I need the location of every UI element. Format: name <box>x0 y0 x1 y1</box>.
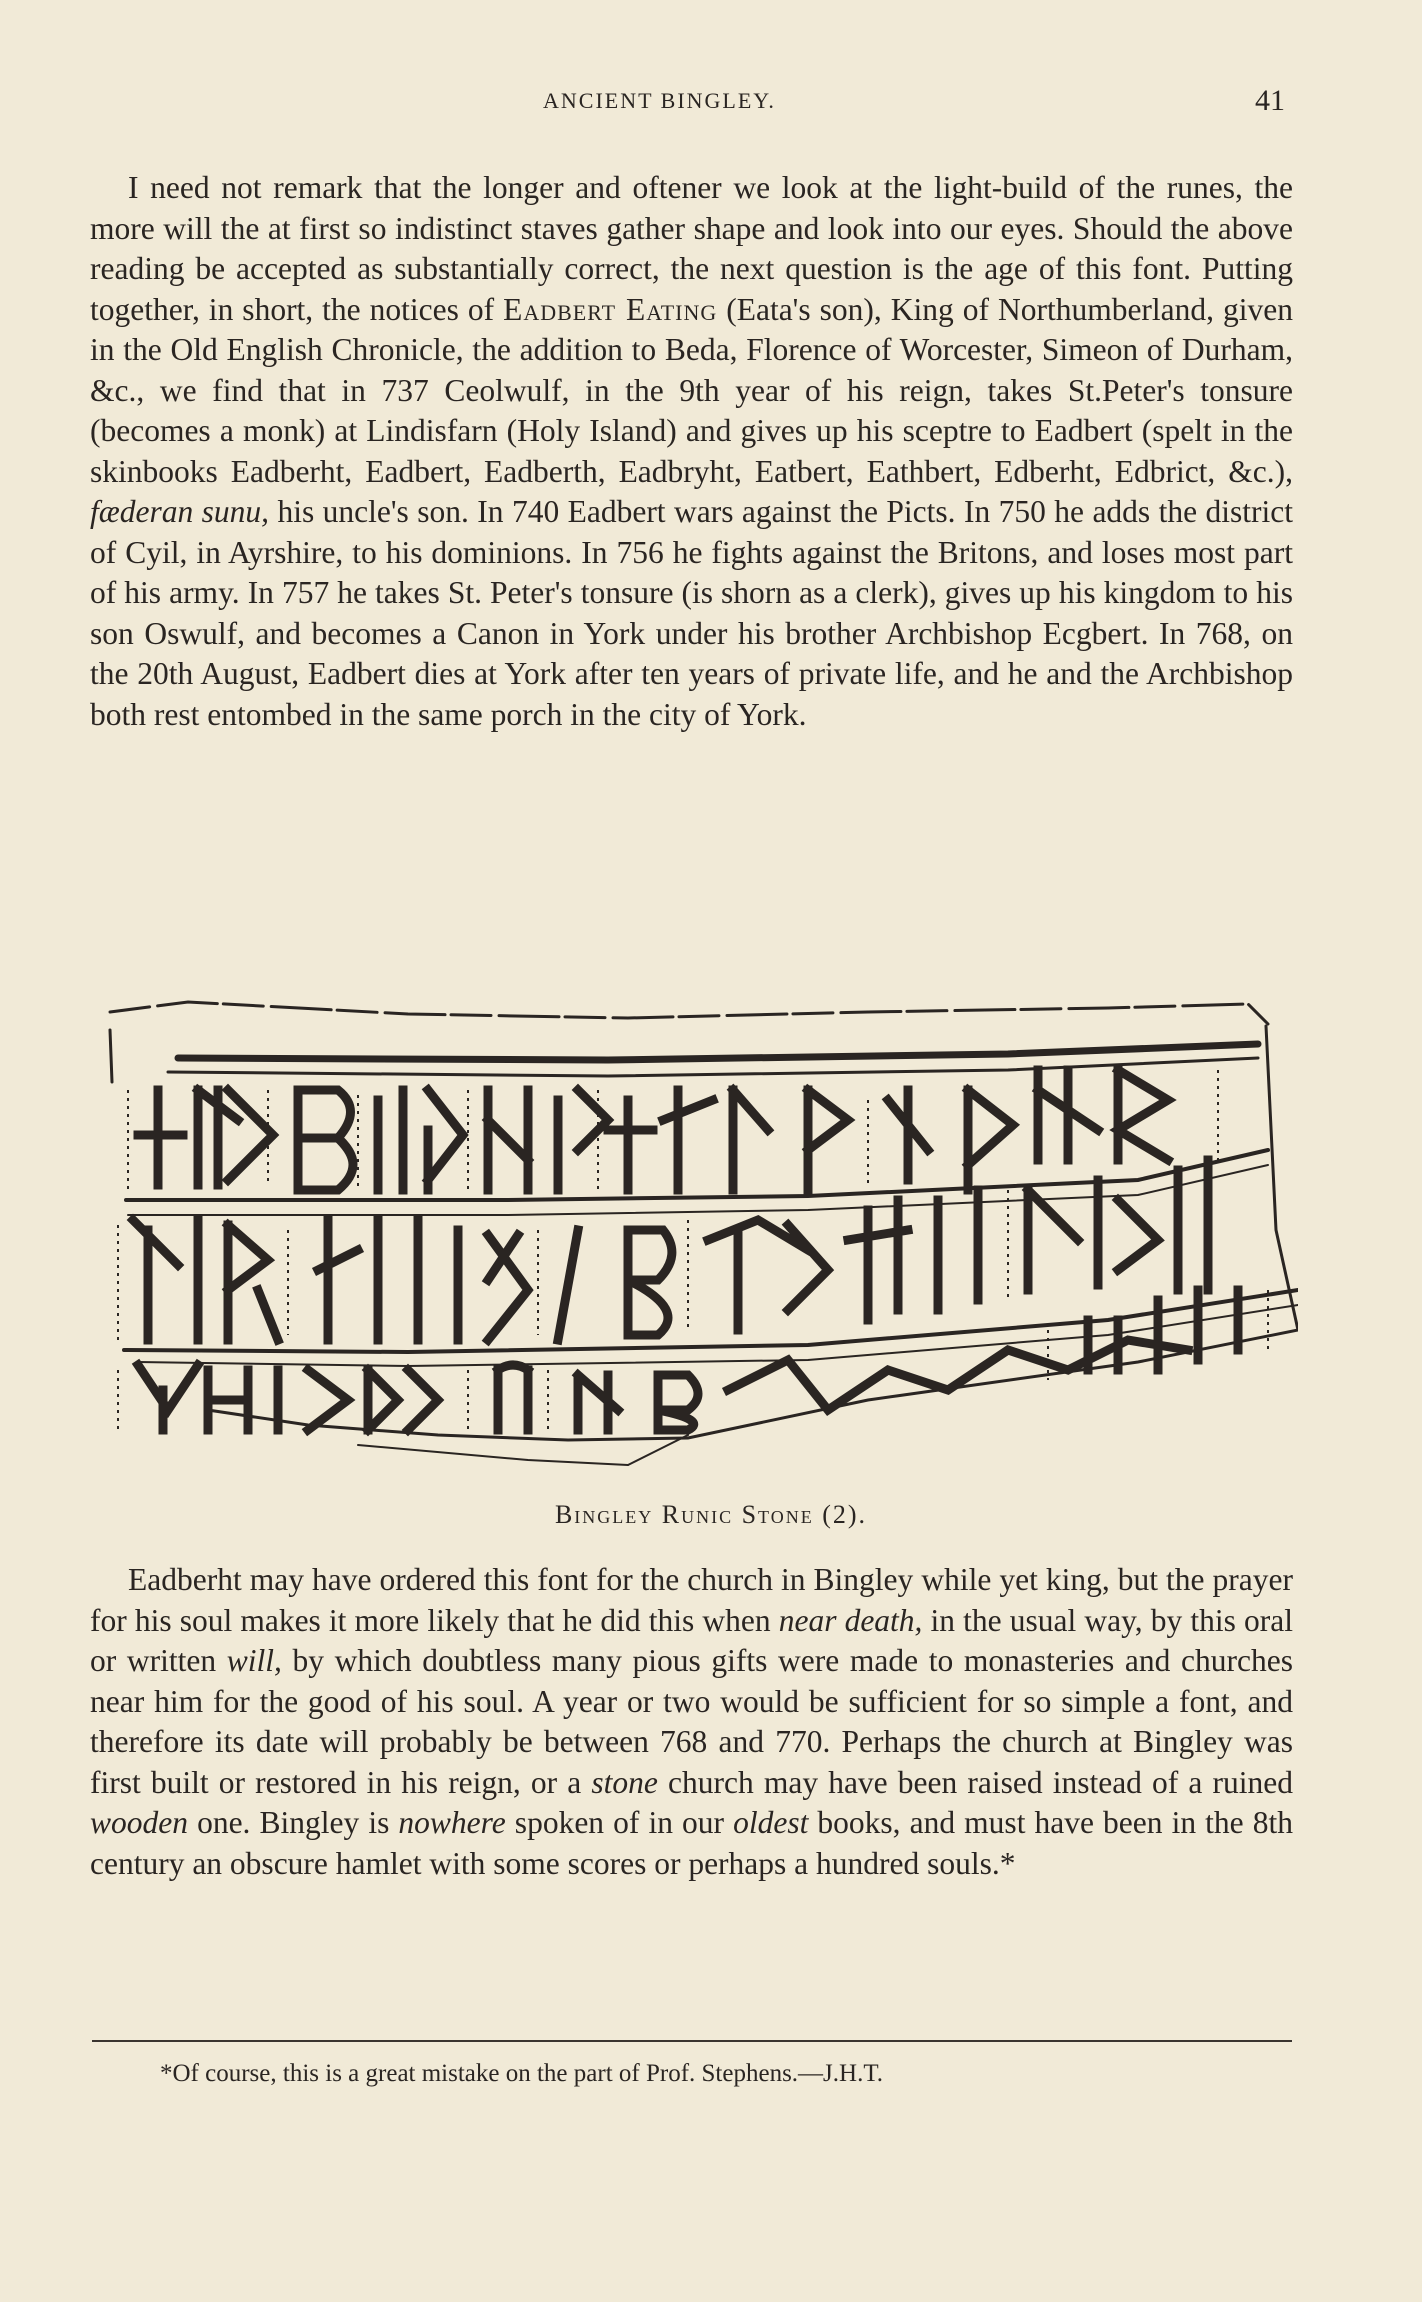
italic-phrase: will, <box>226 1643 282 1678</box>
italic-phrase: wooden <box>90 1805 188 1840</box>
small-caps-name: Eadbert Eating <box>503 291 718 327</box>
italic-phrase: nowhere <box>398 1805 506 1840</box>
italic-phrase: near death, <box>778 1602 923 1638</box>
text-span: books, and must have been in the 8th century an obscure hamlet with some scores or perhaps a hundred souls.* <box>90 1805 1293 1881</box>
text-span: his uncle's son. In 740 Eadbert wars against the Picts. In 750 he adds the district of Cyil, in Ayrshire, to his dominions. In 756 he fights against the Britons, and loses most part of his army. In 757 he takes St. Peter's tonsure (is shorn as a clerk), gives up his kingdom to his son Oswulf, and becomes a Canon in York under his brother Archbishop Ecgbert. In 768, on the 20th August, Eadbert dies at York after ten years of private life, and he and the Archbishop both rest entombed in the same porch in the city of York. <box>90 494 1293 732</box>
footnote-divider <box>92 2040 1292 2042</box>
text-span: by which doubtless many pious gifts were made to monasteries and churches near him for the good of his soul. A year or two would be sufficient for so simple a font, and therefore its date will probably be between 768 and 770. Perhaps the church at Bingley was first built or restored in his reign, or a <box>90 1643 1293 1800</box>
runic-stone-illustration <box>108 990 1298 1480</box>
text-span: in the usual way, by this oral or written <box>90 1602 1293 1678</box>
text-span: church may have been raised instead of a ruined <box>657 1764 1293 1800</box>
footnote: *Of course, this is a great mistake on the part of Prof. Stephens.—J.H.T. <box>160 2060 883 2087</box>
text-span: spoken of in our <box>505 1805 734 1840</box>
page-header <box>0 84 1422 124</box>
italic-phrase: stone <box>591 1764 658 1800</box>
running-head: ANCIENT BINGLEY. <box>543 88 776 113</box>
paragraph-1 <box>90 168 1293 735</box>
text-span: I need not remark that the longer and oftener we look at the light-build of the runes, the more will the at first so indistinct staves gather shape and look into our eyes. Should the above reading be accepted as substantially correct, the next question is the age of this font. Putting together, in short, the notices of <box>90 170 1293 327</box>
text-span: Eadberht may have ordered this font for the church in Bingley while yet king, but the prayer for his soul makes it more likely that he did this when <box>90 1562 1293 1638</box>
page-number: 41 <box>1255 84 1285 117</box>
figure-caption: Bingley Runic Stone (2). <box>554 1500 868 1529</box>
text-span: (Eata's son), King of Northumberland, given in the Old English Chronicle, the addition to Beda, Florence of Worcester, Simeon of Durham, &c., we find that in 737 Ceolwulf, in the 9th year of his reign, takes St.Peter's tonsure (becomes a monk) at Lindisfarn (Holy Island) and gives up his sceptre to Eadbert (spelt in the skinbooks Eadberht, Eadbert, Eadberth, Eadbryht, Eatbert, Eathbert, Edberht, Edbrict, &c.), <box>90 291 1293 489</box>
text-span: one. Bingley is <box>188 1805 399 1840</box>
italic-phrase: oldest <box>733 1805 809 1840</box>
paragraph-2 <box>90 1560 1293 1884</box>
italic-phrase: fæderan sunu, <box>90 494 270 529</box>
